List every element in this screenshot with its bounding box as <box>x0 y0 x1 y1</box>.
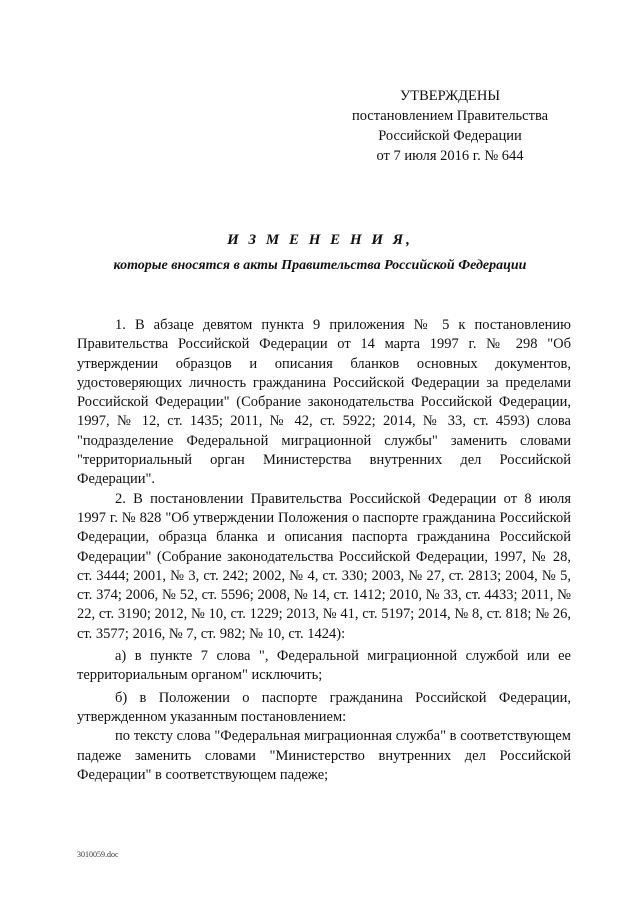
footer-file-code: 3010059.doc <box>77 850 119 859</box>
paragraph-2a: а) в пункте 7 слова ", Федеральной миграционной службой или ее территориальным органом" исключить; <box>77 648 571 684</box>
document-body <box>77 316 571 785</box>
document-subtitle: которые вносятся в акты Правительства Российской Федерации <box>113 258 527 273</box>
paragraph-2b-text: по тексту слова "Федеральная миграционная служба" в соответствующем падеже заменить словами "Министерство внутренних дел Российской Федерации" в соответствующем падеже; <box>77 728 571 783</box>
paragraph-1: 1. В абзаце девятом пункта 9 приложения № 5 к постановлению Правительства Российской Федерации от 14 марта 1997 г. № 298 "Об утверждении образцов и описания бланков основных документов, удостоверяющих личность гражданина Российской Федерации за пределами Российской Федерации" (Собрание законодательства Российской Федерации, 1997, № 12, ст. 1435; 2011, № 42, ст. 5922; 2014, № 33, ст. 4593) слова "подразделение Федеральной миграционной службы" заменить словами "территориальный орган Министерства внутренних дел Российской Федерации". <box>77 317 571 488</box>
paragraph-2b: б) в Положении о паспорте гражданина Российской Федерации, утвержденном указанным постановлением: <box>77 689 571 725</box>
approval-heading: УТВЕРЖДЕНЫ <box>399 88 501 104</box>
document-title: И З М Е Н Е Н И Я, <box>227 232 413 248</box>
approval-line-decree: постановлением Правительства <box>351 108 549 124</box>
approval-line-federation: Российской Федерации <box>378 128 522 144</box>
paragraph-2: 2. В постановлении Правительства Российской Федерации от 8 июля 1997 г. № 828 "Об утверждении Положения о паспорте гражданина Российской Федерации, образца бланка и описания паспорта гражданина Российской Федерации" (Собрание законодательства Российской Федерации, 1997, № 28, ст. 3444; 2001, № 3, ст. 242; 2002, № 4, ст. 330; 2003, № 27, ст. 2813; 2004, № 5, ст. 374; 2006, № 52, ст. 5596; 2008, № 14, ст. 1412; 2010, № 33, ст. 4433; 2011, № 22, ст. 3190; 2012, № 10, ст. 1229; 2013, № 41, ст. 5197; 2014, № 8, ст. 818; № 26, ст. 3577; 2016, № 7, ст. 982; № 10, ст. 1424): <box>77 490 571 642</box>
approval-line-date-number: от 7 июля 2016 г. № 644 <box>376 148 524 164</box>
